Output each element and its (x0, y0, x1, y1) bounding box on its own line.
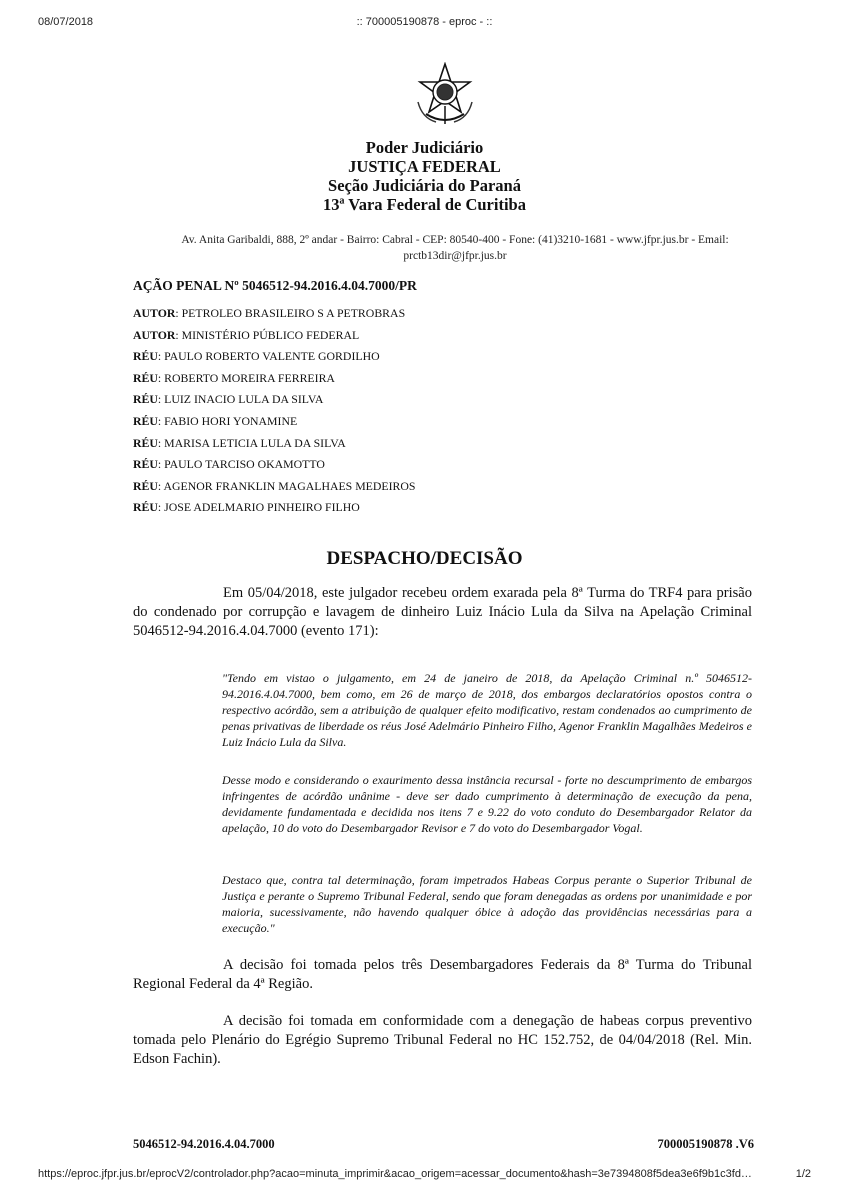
print-date: 08/07/2018 (38, 16, 94, 28)
party-name: : MINISTÉRIO PÚBLICO FEDERAL (175, 327, 360, 342)
party-role: AUTOR (133, 306, 176, 320)
party-role: RÉU (133, 413, 158, 428)
paragraph-3: A decisão foi tomada em conformidade com a denegação de habeas corpus preventivo tomada pelo Plenário do Egrégio Supremo Tribunal Federal no HC 152.752, de 04/04/2018 (Rel. Min. Edson Fachin). (133, 1013, 752, 1067)
party-row (133, 476, 416, 498)
party-row (133, 411, 416, 433)
party-role: RÉU (133, 435, 158, 450)
document-id: 5046512-94.2016.4.04.7000 (133, 1137, 275, 1151)
party-name: : AGENOR FRANKLIN MAGALHAES MEDEIROS (157, 478, 416, 493)
party-role: RÉU (133, 478, 158, 493)
case-number: AÇÃO PENAL Nº 5046512-94.2016.4.04.7000/PR (133, 278, 417, 293)
party-row (133, 454, 416, 476)
party-role: RÉU (133, 500, 158, 515)
paragraph-1: Em 05/04/2018, este julgador recebeu ordem exarada pela 8ª Turma do TRF4 para prisão do condenado por corrupção e lavagem de dinheiro Luiz Inácio Lula da Silva na Apelação Criminal 5046512-94.2016.4.04.7000 (evento 171): (133, 585, 752, 639)
quote-paragraph-1: "Tendo em vistao o julgamento, em 24 de janeiro de 2018, da Apelação Criminal n.º 5046512-94.2016.4.04.7000, bem como, em 26 de março de 2018, dos embargos declaratórios opostos contra o respectivo acórdão, sem a atribuição de qualquer efeito modificativo, restam condenados ao cumprimento de penas privativas de liberdade os réus José Adelmário Pinheiro Filho, Agenor Franklin Magalhães Medeiros e Luiz Inácio Lula da Silva. (222, 671, 752, 749)
court-line-1: Poder Judiciário (365, 138, 484, 157)
party-role: RÉU (133, 349, 158, 364)
print-header (0, 8, 849, 28)
quote-paragraph-3: Destaco que, contra tal determinação, foram impetrados Habeas Corpus perante o Superior Tribunal de Justiça e perante o Supremo Tribunal Federal, sendo que foram denegadas as ordens por unanimidade e por maioria, sucessivamente, não havendo qualquer óbice à adoção das providências necessárias para a execução." (222, 873, 752, 935)
quote-paragraph-2: Desse modo e considerando o exaurimento dessa instância recursal - forte no descumprimento de embargos infringentes de acórdão unânime - deve ser dado cumprimento à determinação de execução da pena, devidamente fundamentada e decidida nos itens 7 e 9.22 do voto conduto do Desembargador Relator da apelação, 10 do voto do Desembargador Revisor e 7 do voto do Desembargador Vogal. (222, 773, 752, 835)
party-row (133, 346, 416, 368)
address-line-1: Av. Anita Garibaldi, 888, 2º andar - Bairro: Cabral - CEP: 80540-400 - Fone: (41)3210-1681 - www.jfpr.jus.br - Email: (181, 234, 729, 246)
court-header (0, 138, 849, 214)
address-line-2: prctb13dir@jfpr.jus.br (403, 250, 507, 262)
document-version: 700005190878 .V6 (657, 1137, 754, 1151)
party-row (133, 325, 416, 347)
document-heading: DESPACHO/DECISÃO (326, 548, 523, 569)
party-role: RÉU (133, 392, 158, 407)
party-role: RÉU (133, 457, 158, 472)
party-name: : LUIZ INACIO LULA DA SILVA (157, 392, 324, 407)
court-line-3: Seção Judiciária do Paraná (328, 176, 521, 195)
party-row (133, 433, 416, 455)
court-line-4: 13ª Vara Federal de Curitiba (323, 195, 526, 214)
parties-list (133, 303, 416, 519)
print-url: https://eproc.jfpr.jus.br/eprocV2/controlador.php?acao=minuta_imprimir&acao_origem=acessar_documento&hash=3e7394808f5dea3e6f9b1c3fd… (38, 1168, 752, 1180)
print-page-number: 1/2 (795, 1168, 811, 1180)
party-row (133, 368, 416, 390)
party-name: : MARISA LETICIA LULA DA SILVA (157, 435, 346, 450)
print-title: :: 700005190878 - eproc - :: (356, 16, 493, 28)
coat-of-arms-icon (412, 62, 478, 128)
court-address (140, 232, 770, 264)
party-row (133, 389, 416, 411)
party-name: : PAULO TARCISO OKAMOTTO (157, 457, 325, 472)
court-line-2: JUSTIÇA FEDERAL (348, 157, 501, 176)
party-role: AUTOR (133, 327, 176, 342)
paragraph-2: A decisão foi tomada pelos três Desembargadores Federais da 8ª Turma do Tribunal Regional Federal da 4ª Região. (133, 957, 752, 992)
party-name: : PAULO ROBERTO VALENTE GORDILHO (157, 349, 380, 364)
party-name: : JOSE ADELMARIO PINHEIRO FILHO (157, 500, 360, 515)
party-row (133, 497, 416, 519)
party-role: RÉU (133, 370, 158, 385)
party-name: : ROBERTO MOREIRA FERREIRA (157, 370, 335, 385)
party-name: : FABIO HORI YONAMINE (157, 413, 298, 428)
party-name: : PETROLEO BRASILEIRO S A PETROBRAS (175, 306, 406, 320)
party-row (133, 303, 416, 325)
